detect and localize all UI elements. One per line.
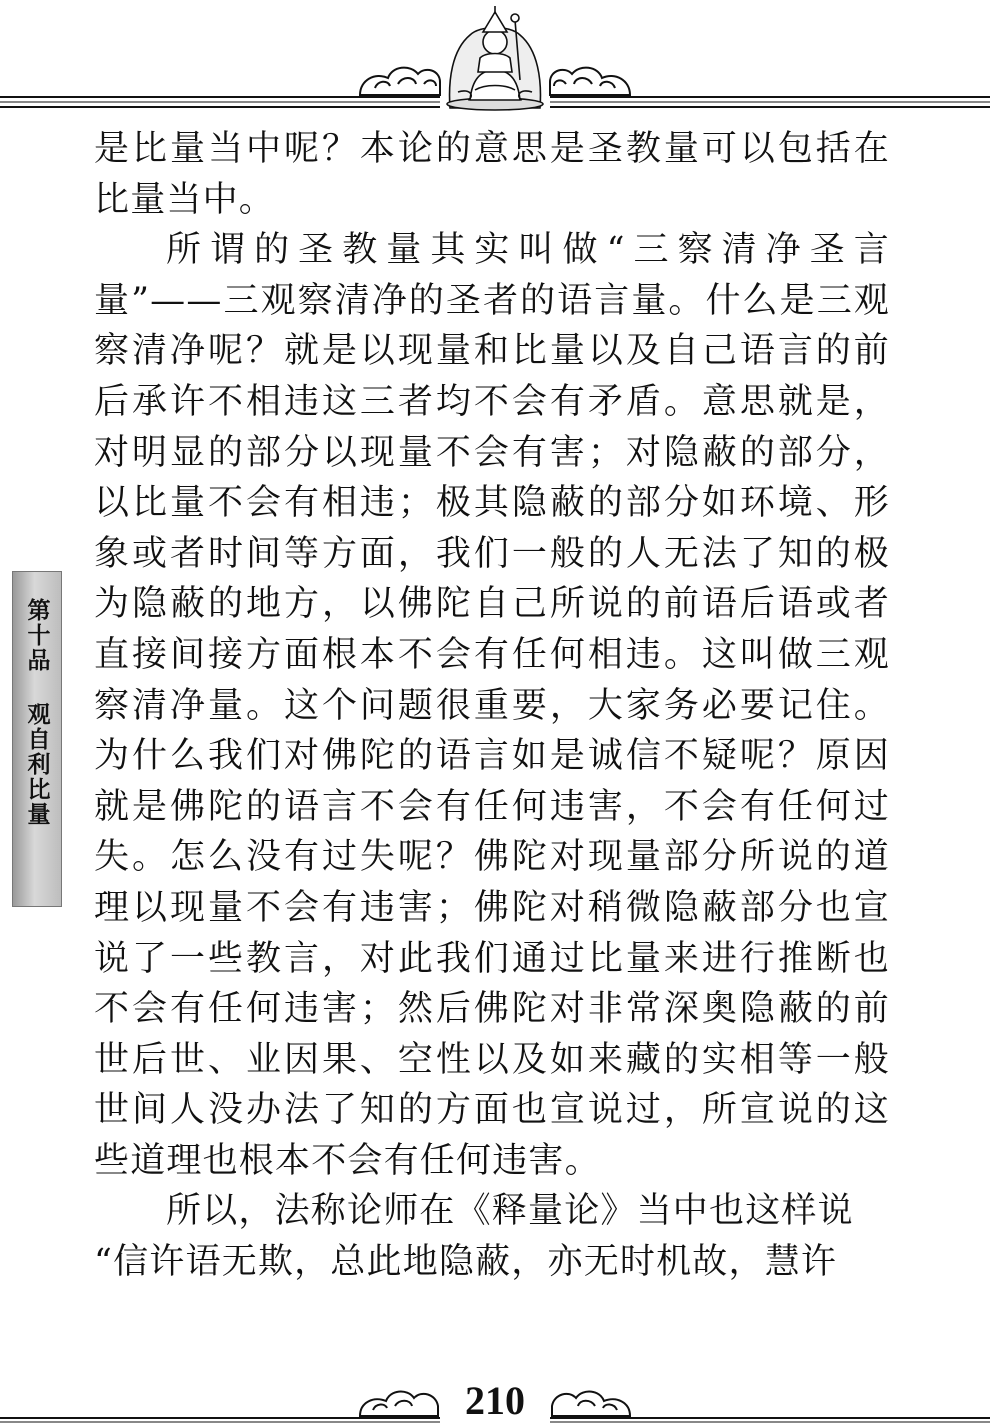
header-ornament (0, 0, 990, 112)
page-number: 210 (465, 1378, 525, 1423)
chapter-label: 第十品 观自利比量 (23, 598, 51, 827)
paragraph: 所谓的圣教量其实叫做“三察清净圣言量”——三观察清净的圣者的语言量。什么是三观察清净呢？就是以现量和比量以及自己语言的前后承许不相违这三者均不会有矛盾。意思就是，对明显的部分以现量不会有害；对隐蔽的部分，以比量不会有相违；极其隐蔽的部分如环境、形象或者时间等方面，我们一般的人无法了知的极为隐蔽的地方，以佛陀自己所说的前语后语或者直接间接方面根本不会有任何相违。这叫做三观察清净量。这个问题很重要，大家务必要记住。为什么我们对佛陀的语言如是诚信不疑呢？原因就是佛陀的语言不会有任何违害，不会有任何过失。怎么没有过失呢？佛陀对现量部分所说的道理以现量不会有违害；佛陀对稍微隐蔽部分也宣说了一些教言，对此我们通过比量来进行推断也不会有任何违害；然后佛陀对非常深奥隐蔽的前世后世、业因果、空性以及如来藏的实相等一般世间人没办法了知的方面也宣说过，所宣说的这些道理也根本不会有任何违害。 (94, 230, 890, 1181)
cloud-ornament-icon (360, 1392, 438, 1416)
chapter-side-tab (12, 571, 62, 907)
cloud-ornament-icon (550, 68, 630, 95)
cloud-ornament-icon (552, 1392, 630, 1416)
paragraph: “信许语无欺，总此地隐蔽，亦无时机故，慧许 (94, 1242, 838, 1283)
paragraph: 所以，法称论师在《释量论》当中也这样说 (166, 1191, 854, 1232)
deity-figure-icon (447, 6, 543, 110)
body-text (94, 124, 890, 1288)
paragraph: 是比量当中呢？本论的意思是圣教量可以包括在比量当中。 (94, 129, 890, 220)
page-header (0, 0, 990, 112)
cloud-ornament-icon (360, 68, 440, 95)
